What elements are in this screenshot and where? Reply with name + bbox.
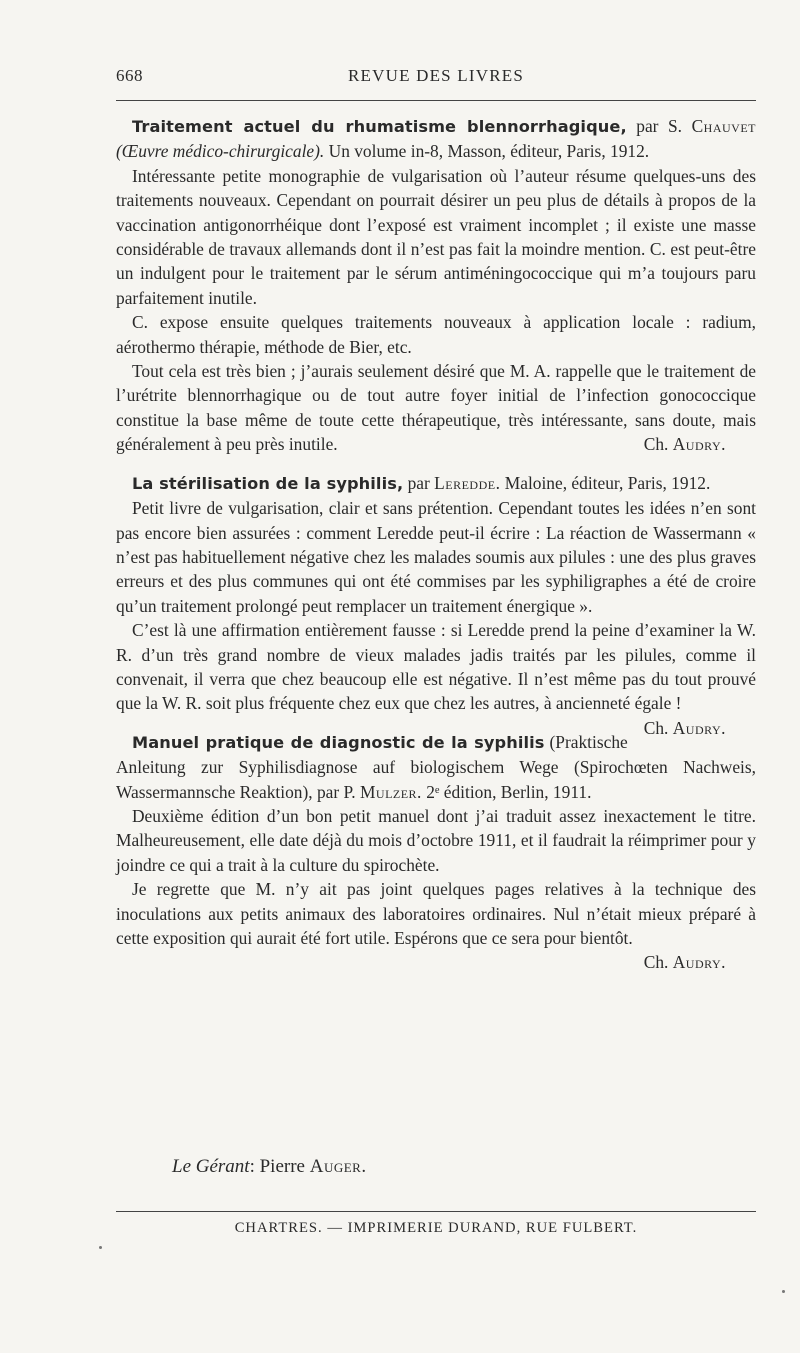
speck-mark	[99, 1246, 102, 1249]
review-manuel	[116, 730, 756, 973]
review-paragraph: Petit livre de vulgarisation, clair et sans prétention. Cependant toutes les idées n’en sont pas encore bien assurées : comment Leredde peut-il écrire : La réaction de Wassermann « n’est pas habituellement négative chez les malades soumis aux pilules : une des plus graves erreurs et des plus communes qui ont été commises par les syphiligraphes a été de croire qu’un traitement prolongé peut remplacer un traitement énergique ».	[116, 498, 756, 616]
review-heading	[116, 114, 756, 164]
gerant-label: Le Gérant	[172, 1156, 250, 1177]
signature-name: Audry.	[672, 717, 726, 738]
gerant-last-name: Auger.	[309, 1156, 367, 1177]
signature-initial: Ch.	[643, 434, 673, 455]
review-subtitle: (Praktische Anleitung zur Syphilisdiagnose auf biologischem Wege (Spirochœten Nachweis, Wassermannsche Reaktion), par P.	[116, 731, 756, 802]
review-paragraph: Intéressante petite monographie de vulgarisation où l’auteur résume quelques-uns des traitements nouveaux. Cependant on pourrait désirer un peu plus de détails à propos de la vaccination antigonorrhéique dont l’exposé est vraiment incomplet ; il existe une masse considérable de travaux allemands dont il n’est pas fait la moindre mention. C. est peut-être un indulgent pour le traitement par le sérum antiméningococcique qui m’a toujours paru parfaitement inutile.	[116, 165, 756, 308]
review-heading	[116, 471, 756, 496]
gerant-first-name: Pierre	[259, 1156, 310, 1177]
review-par: par S.	[626, 116, 692, 136]
review-sterilisation	[116, 471, 756, 738]
review-paragraph-text: C’est là une affirmation entièrement fausse : si Leredde prend la peine d’examiner la W. R. d’un très grand nombre de vieux malades jadis traités par les pilules, comme il convenait, il verra que chez beaucoup elle est négative. Il n’est même pas du tout prouvé que la W. R. soit plus fréquente chez eux que chez les autres, à ancienneté égale !	[116, 620, 756, 714]
review-paragraph-text: Je regrette que M. n’y ait pas joint quelques pages relatives à la technique des inoculations aux petits animaux des laboratoires ordinaires. Nul n’était mieux préparé à cette exposition qui aurait été fort utile. Espérons que ce sera pour bientôt.	[116, 879, 756, 948]
review-publication: 2ᵉ édition, Berlin, 1911.	[421, 781, 592, 802]
signature-name: Audry.	[672, 952, 726, 973]
speck-mark	[782, 1290, 785, 1293]
signature-initial: Ch.	[643, 952, 673, 973]
running-title: REVUE DES LIVRES	[348, 66, 524, 85]
review-signature	[628, 716, 726, 740]
review-paragraph: C. expose ensuite quelques traitements nouveaux à application locale : radium, aérothermo thérapie, méthode de Bier, etc.	[116, 312, 756, 357]
review-title: Traitement actuel du rhumatisme blennorrhagique,	[132, 117, 627, 136]
page-number: 668	[116, 66, 143, 85]
review-heading	[116, 730, 756, 804]
review-paragraph: Deuxième édition d’un bon petit manuel dont j’ai traduit assez inexactement le titre. Malheureusement, elle date déjà du mois d’octobre 1911, et il faudrait la réimprimer pour y joindre ce qui a trait à la culture du spirochète.	[116, 805, 756, 875]
review-paragraph-text: Tout cela est très bien ; j’aurais seulement désiré que M. A. rappelle que le traitement de l’urétrite blennorrhagique ou de tout autre foyer initial de l’infection gonococcique constitue la base même de toute cette thérapeutique, très intéressante, sans doute, mais généralement à peu près inutile.	[116, 361, 756, 455]
review-signature	[628, 432, 726, 456]
running-head	[116, 66, 756, 90]
review-title: La stérilisation de la syphilis,	[132, 473, 404, 493]
review-paragraph	[116, 618, 756, 738]
review-source: (Œuvre médico-chirurgicale).	[116, 141, 325, 162]
review-title: Manuel pratique de diagnostic de la syphilis	[132, 732, 545, 752]
review-author: Chauvet	[691, 116, 756, 136]
review-paragraph	[116, 877, 756, 973]
gerant-separator: :	[249, 1156, 260, 1177]
gerant-line	[172, 1156, 367, 1178]
review-paragraph	[116, 359, 756, 457]
review-author: Mulzer.	[359, 781, 422, 802]
signature-initial: Ch.	[643, 717, 673, 738]
review-par: par	[403, 472, 435, 493]
footer-rule	[116, 1211, 756, 1212]
review-publication: Un volume in-8, Masson, éditeur, Paris, 1912.	[324, 141, 650, 162]
printer-imprint: CHARTRES. — IMPRIMERIE DURAND, RUE FULBERT.	[234, 1220, 638, 1236]
header-rule	[116, 100, 756, 101]
review-signature	[628, 950, 726, 974]
signature-name: Audry.	[672, 434, 726, 455]
reviews-body	[116, 114, 756, 975]
review-rhumatisme	[116, 114, 756, 457]
review-publication: Maloine, éditeur, Paris, 1912.	[500, 472, 711, 493]
review-author: Leredde.	[434, 472, 501, 493]
